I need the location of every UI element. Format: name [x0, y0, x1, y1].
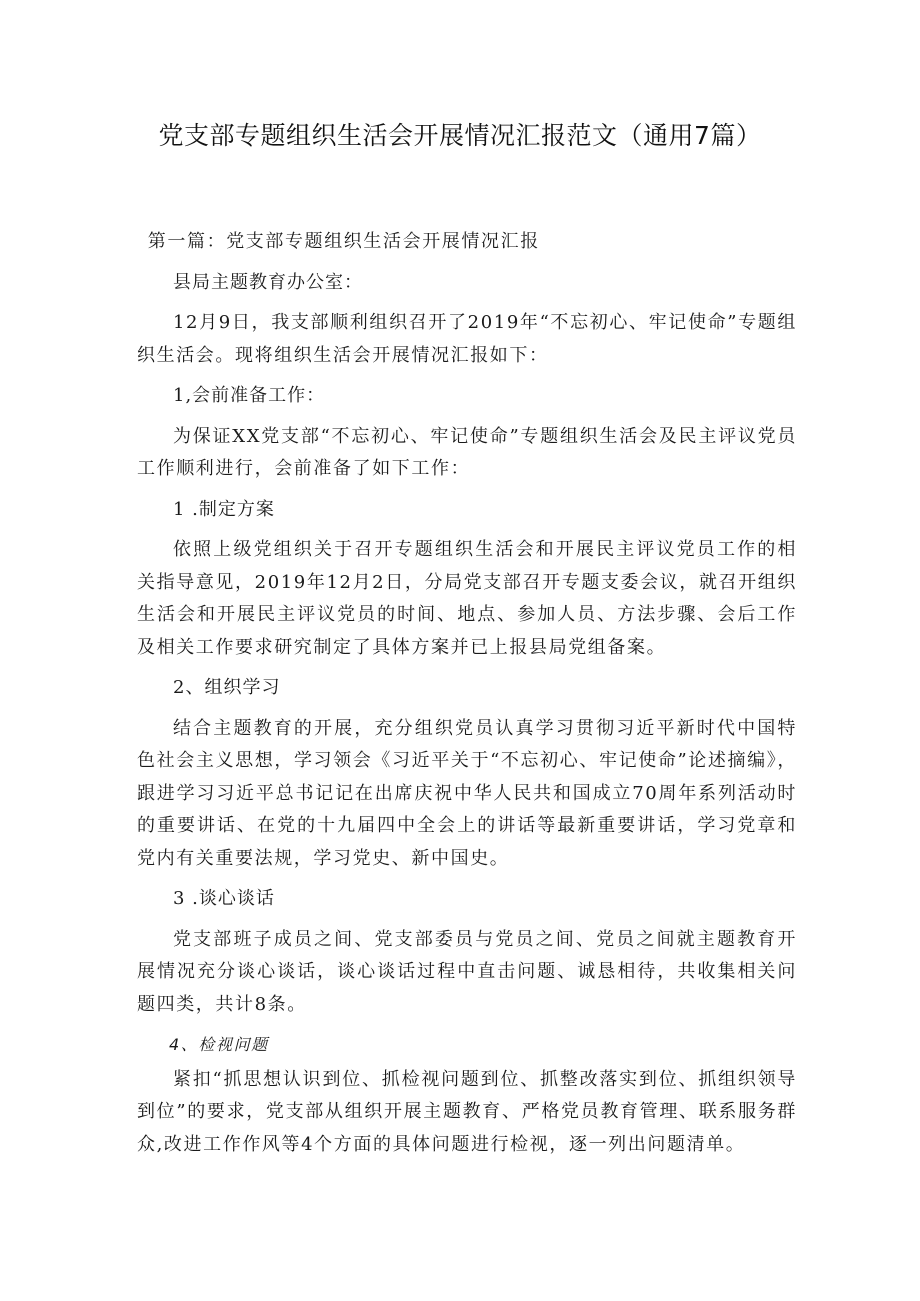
- document-body: [137, 226, 797, 1169]
- subheading: 1,会前准备工作：: [173, 385, 326, 406]
- body-paragraph: 紧扣“抓思想认识到位、抓检视问题到位、抓整改落实到位、抓组织领导到位”的要求，党支部从组织开展主题教育、严格党员教育管理、联系服务群众,改进工作作风等4个方面的具体问题进行检视，逐一列出问题清单。: [137, 1068, 797, 1155]
- body-paragraph: 结合主题教育的开展，充分组织党员认真学习贯彻习近平新时代中国特色社会主义思想，学习领会《习近平关于“不忘初心、牢记使命”论述摘编》，跟进学习习近平总书记记在出席庆祝中华人民共和国成立70周年系列活动时的重要讲话、在党的十九届四中全会上的讲话等最新重要讲话，学习党章和党内有关重要法规，学习党史、新中国史。: [137, 717, 797, 869]
- body-paragraph: 为保证XX党支部“不忘初心、牢记使命”专题组织生活会及民主评议党员工作顺利进行，会前准备了如下工作：: [137, 425, 797, 479]
- subheading: 4、检视问题: [169, 1035, 269, 1054]
- body-paragraph: 依照上级党组织关于召开专题组织生活会和开展民主评议党员工作的相关指导意见，2019年12月2日，分局党支部召开专题支委会议，就召开组织生活会和开展民主评议党员的时间、地点、参加人员、方法步骤、会后工作及相关工作要求研究制定了具体方案并已上报县局党组备案。: [137, 539, 797, 658]
- document-title: 党支部专题组织生活会开展情况汇报范文（通用7篇）: [158, 121, 762, 150]
- body-paragraph: 12月9日，我支部顺利组织召开了2019年“不忘初心、牢记使命”专题组织生活会。现将组织生活会开展情况汇报如下：: [137, 312, 797, 366]
- subheading: 3 .谈心谈话: [173, 888, 275, 909]
- subheading: 1 .制定方案: [173, 498, 275, 520]
- subheading: 2、组织学习: [173, 677, 281, 698]
- body-paragraph: 党支部班子成员之间、党支部委员与党员之间、党员之间就主题教育开展情况充分谈心谈话，谈心谈话过程中直击问题、诚恳相待，共收集相关问题四类，共计8条。: [137, 928, 797, 1015]
- section-heading: 第一篇：党支部专题组织生活会开展情况汇报: [147, 231, 540, 252]
- addressee: 县局主题教育办公室：: [173, 271, 363, 293]
